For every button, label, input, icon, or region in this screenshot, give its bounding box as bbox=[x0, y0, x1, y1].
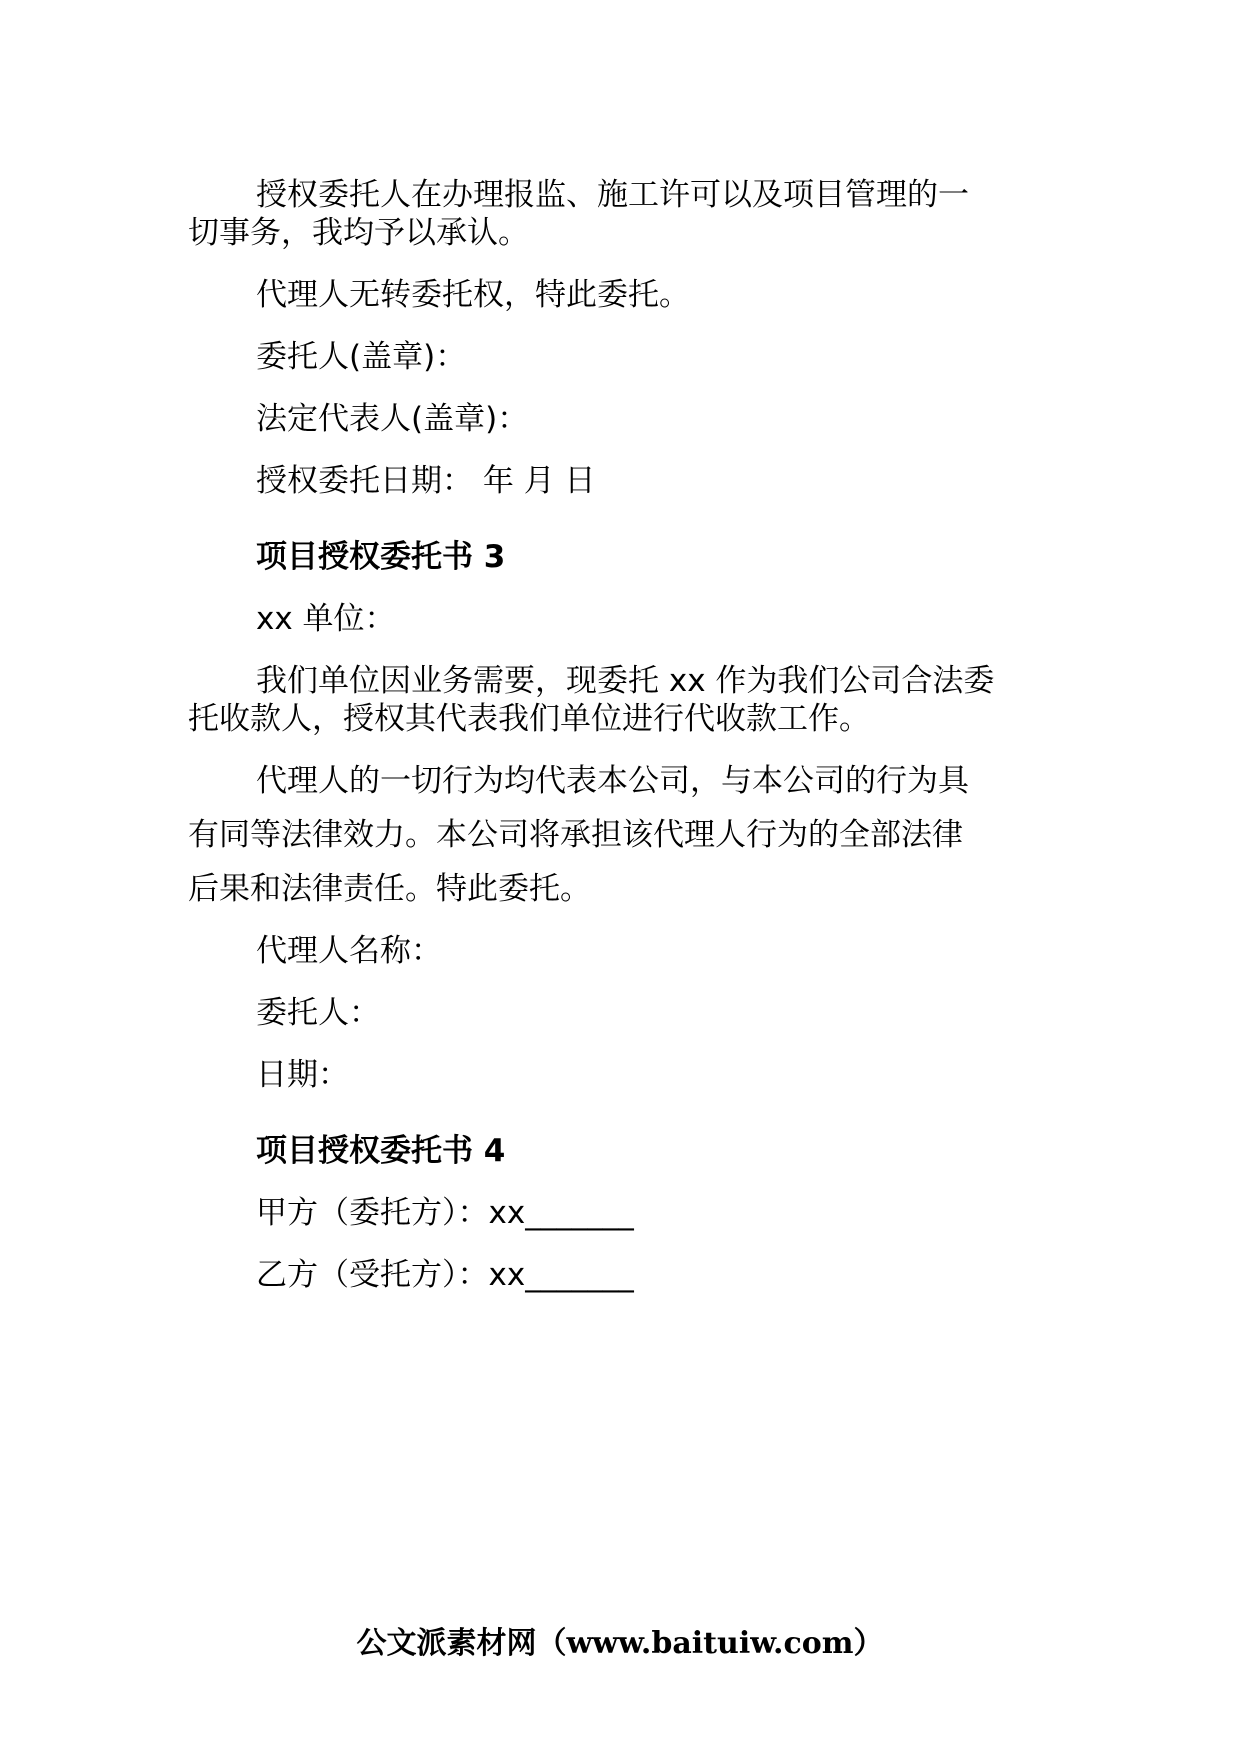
paragraph-line: 我们单位因业务需要，现委托 xx 作为我们公司合法委 bbox=[256, 663, 995, 699]
date-field-label: 日期： bbox=[256, 1057, 349, 1093]
party-line: 乙方（受托方）：xx_______ bbox=[256, 1257, 634, 1293]
party-line: 甲方（委托方）：xx_______ bbox=[256, 1195, 634, 1231]
paragraph-line: 代理人的一切行为均代表本公司，与本公司的行为具 bbox=[256, 763, 969, 799]
signature-field-label: 委托人(盖章)： bbox=[256, 339, 467, 375]
section-heading: 项目授权委托书 3 bbox=[256, 539, 506, 575]
page-footer-watermark: 公文派素材网（www.baituiw.com） bbox=[356, 1626, 884, 1661]
paragraph-line: 代理人无转委托权，特此委托。 bbox=[256, 277, 690, 313]
paragraph-line: 切事务，我均予以承认。 bbox=[188, 215, 529, 251]
section-heading: 项目授权委托书 4 bbox=[256, 1133, 506, 1169]
paragraph-line: 托收款人，授权其代表我们单位进行代收款工作。 bbox=[188, 701, 870, 737]
signature-field-label: 委托人： bbox=[256, 995, 380, 1031]
paragraph-line: 授权委托人在办理报监、施工许可以及项目管理的一 bbox=[256, 177, 969, 213]
salutation-line: xx 单位： bbox=[256, 601, 396, 637]
date-field-label: 授权委托日期： 年 月 日 bbox=[256, 463, 596, 499]
paragraph-line: 后果和法律责任。特此委托。 bbox=[188, 871, 591, 907]
signature-field-label: 法定代表人(盖章)： bbox=[256, 401, 529, 437]
signature-field-label: 代理人名称： bbox=[256, 933, 442, 969]
paragraph-line: 有同等法律效力。本公司将承担该代理人行为的全部法律 bbox=[188, 817, 963, 853]
